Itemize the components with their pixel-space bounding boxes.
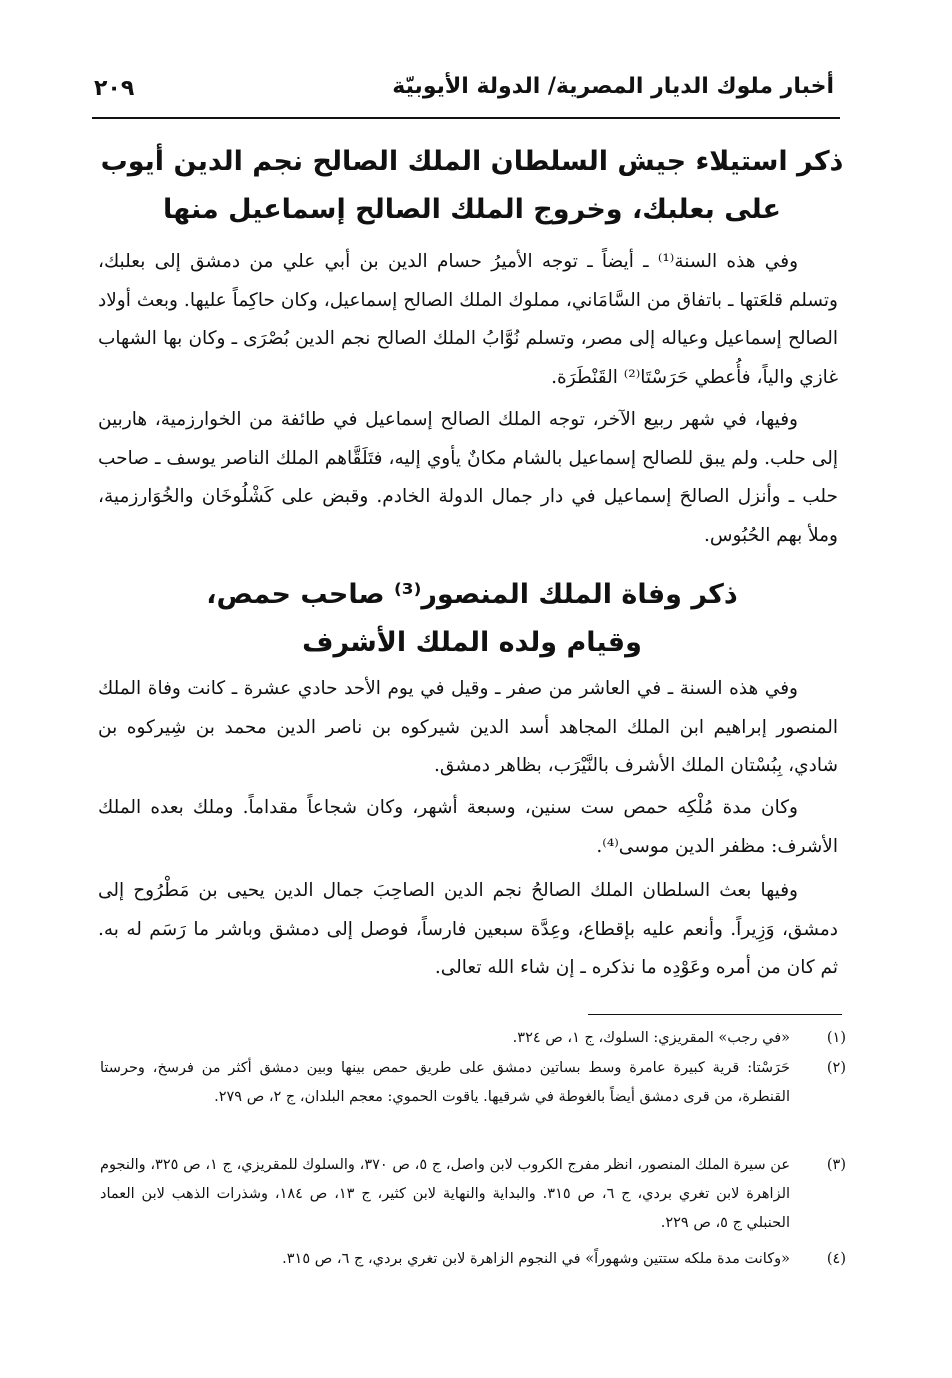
footnote-4 xyxy=(100,1245,846,1274)
section-2-title-line1: ذكر وفاة الملك المنصور⁽³⁾ صاحب حمص، xyxy=(206,579,738,610)
section-1-paragraph-1: وفي هذه السنة⁽¹⁾ ـ أيضاً ـ توجه الأميرُ حسام الدين بن أبي علي من دمشق إلى بعلبك، وتسلم قلعَتها ـ باتفاق من السَّامَاني، مملوك الملك الصالح إسماعيل، وكان حاكِماً عليها. وبعث أولاد الصالح إسماعيل وعياله إلى مصر، وتسلم نُوَّابُ الملك الصالح نجم الدين بُصْرَى ـ وكان بها الشهاب غازي والياً، فأُعطي حَرَسْتَا⁽²⁾ القَنْطَرَة. xyxy=(98,251,838,388)
footnote-number: (٢) xyxy=(826,1060,846,1076)
footnote-number: (٤) xyxy=(826,1251,846,1267)
footnote-number: (٣) xyxy=(826,1157,846,1173)
footnote-text: عن سيرة الملك المنصور، انظر مفرج الكروب لابن واصل، ج ٥، ص ٣٧٠، والسلوك للمقريزي، ج ١، ص ٣٢٥، والنجوم الزاهرة لابن تغري بردي، ج ٦، ص ٣١٥. والبداية والنهاية لابن كثير، ج ١٣، ص ١٨٤، وشذرات الذهب لابن العماد الحنبلي ج ٥، ص ٢٢٩. xyxy=(100,1157,791,1231)
section-2-title-line2: وقيام ولده الملك الأشرف xyxy=(302,627,642,658)
section-2-paragraph-3: وفيها بعث السلطان الملك الصالحُ نجم الدين الصاحِبَ جمال الدين يحيى بن مَطْرُوح إلى دمشق، وَزِيراً. وأنعم عليه بإقطاع، وعِدَّة سبعين فارساً، فوصل إلى دمشق وباشر ما رَسَم له به. ثم كان من أمره وعَوْدِه ما نذكره ـ إن شاء الله تعالى. xyxy=(98,880,838,978)
footnote-text: حَرَسْتا: قرية كبيرة عامرة وسط بساتين دمشق على طريق حمص بينها وبين دمشق أكثر من فرسخ، وحرستا القنطرة، من قرى دمشق أيضاً بالغوطة في شرقيها. ياقوت الحموي: معجم البلدان، ج ٢، ص ٢٧٩. xyxy=(100,1060,790,1105)
section-2-title xyxy=(100,571,844,667)
section-1-title-line2: على بعلبك، وخروج الملك الصالح إسماعيل منها xyxy=(163,194,781,225)
section-1-title xyxy=(100,138,844,234)
section-2-paragraph-1: وفي هذه السنة ـ في العاشر من صفر ـ وقيل في يوم الأحد حادي عشرة ـ كانت وفاة الملك المنصور إبراهيم ابن الملك المجاهد أسد الدين شيركوه بن ناصر الدين محمد بن شِيركوه بن شادي، بِبُسْتان الملك الأشرف بالنَّيْرَب، بظاهر دمشق. xyxy=(98,678,838,776)
section-1-title-line1: ذكر استيلاء جيش السلطان الملك الصالح نجم الدين أيوب xyxy=(100,146,844,177)
running-title: أخبار ملوك الديار المصرية/ الدولة الأيوبيّة xyxy=(392,74,834,99)
footnote-text: «وكانت مدة ملكه ستتين وشهوراً» في النجوم الزاهرة لابن تغري بردي، ج ٦، ص ٣١٥. xyxy=(282,1251,790,1267)
footnote-text: «في رجب» المقريزي: السلوك، ج ١، ص ٣٢٤. xyxy=(512,1030,790,1046)
footnote-number: (١) xyxy=(826,1030,846,1046)
page-number: ٢٠٩ xyxy=(94,76,135,101)
section-1-paragraph-2: وفيها، في شهر ربيع الآخر، توجه الملك الصالح إسماعيل في طائفة من الخوارزمية، هاربين إلى حلب. ولم يبق للصالح إسماعيل بالشام مكانٌ يأوي إليه، فتَلَقَّاهم الملك الناصر يوسف ـ صاحب حلب ـ وأنزل الصالحَ إسماعيل في دار جمال الدولة الخادم. وقبض على كَشْلُوخَان والخُوَارزمية، وملأ بهم الحُبُوس. xyxy=(98,409,838,546)
header-rule xyxy=(92,117,840,119)
footnote-2 xyxy=(100,1054,846,1112)
footnote-rule xyxy=(588,1014,842,1015)
footnote-1 xyxy=(100,1024,846,1053)
section-2-paragraph-2: وكان مدة مُلْكِه حمص ست سنين، وسبعة أشهر، وكان شجاعاً مقداماً. وملك بعده الملك الأشرف: مظفر الدين موسى⁽⁴⁾. xyxy=(98,797,838,857)
footnote-3 xyxy=(100,1151,846,1238)
